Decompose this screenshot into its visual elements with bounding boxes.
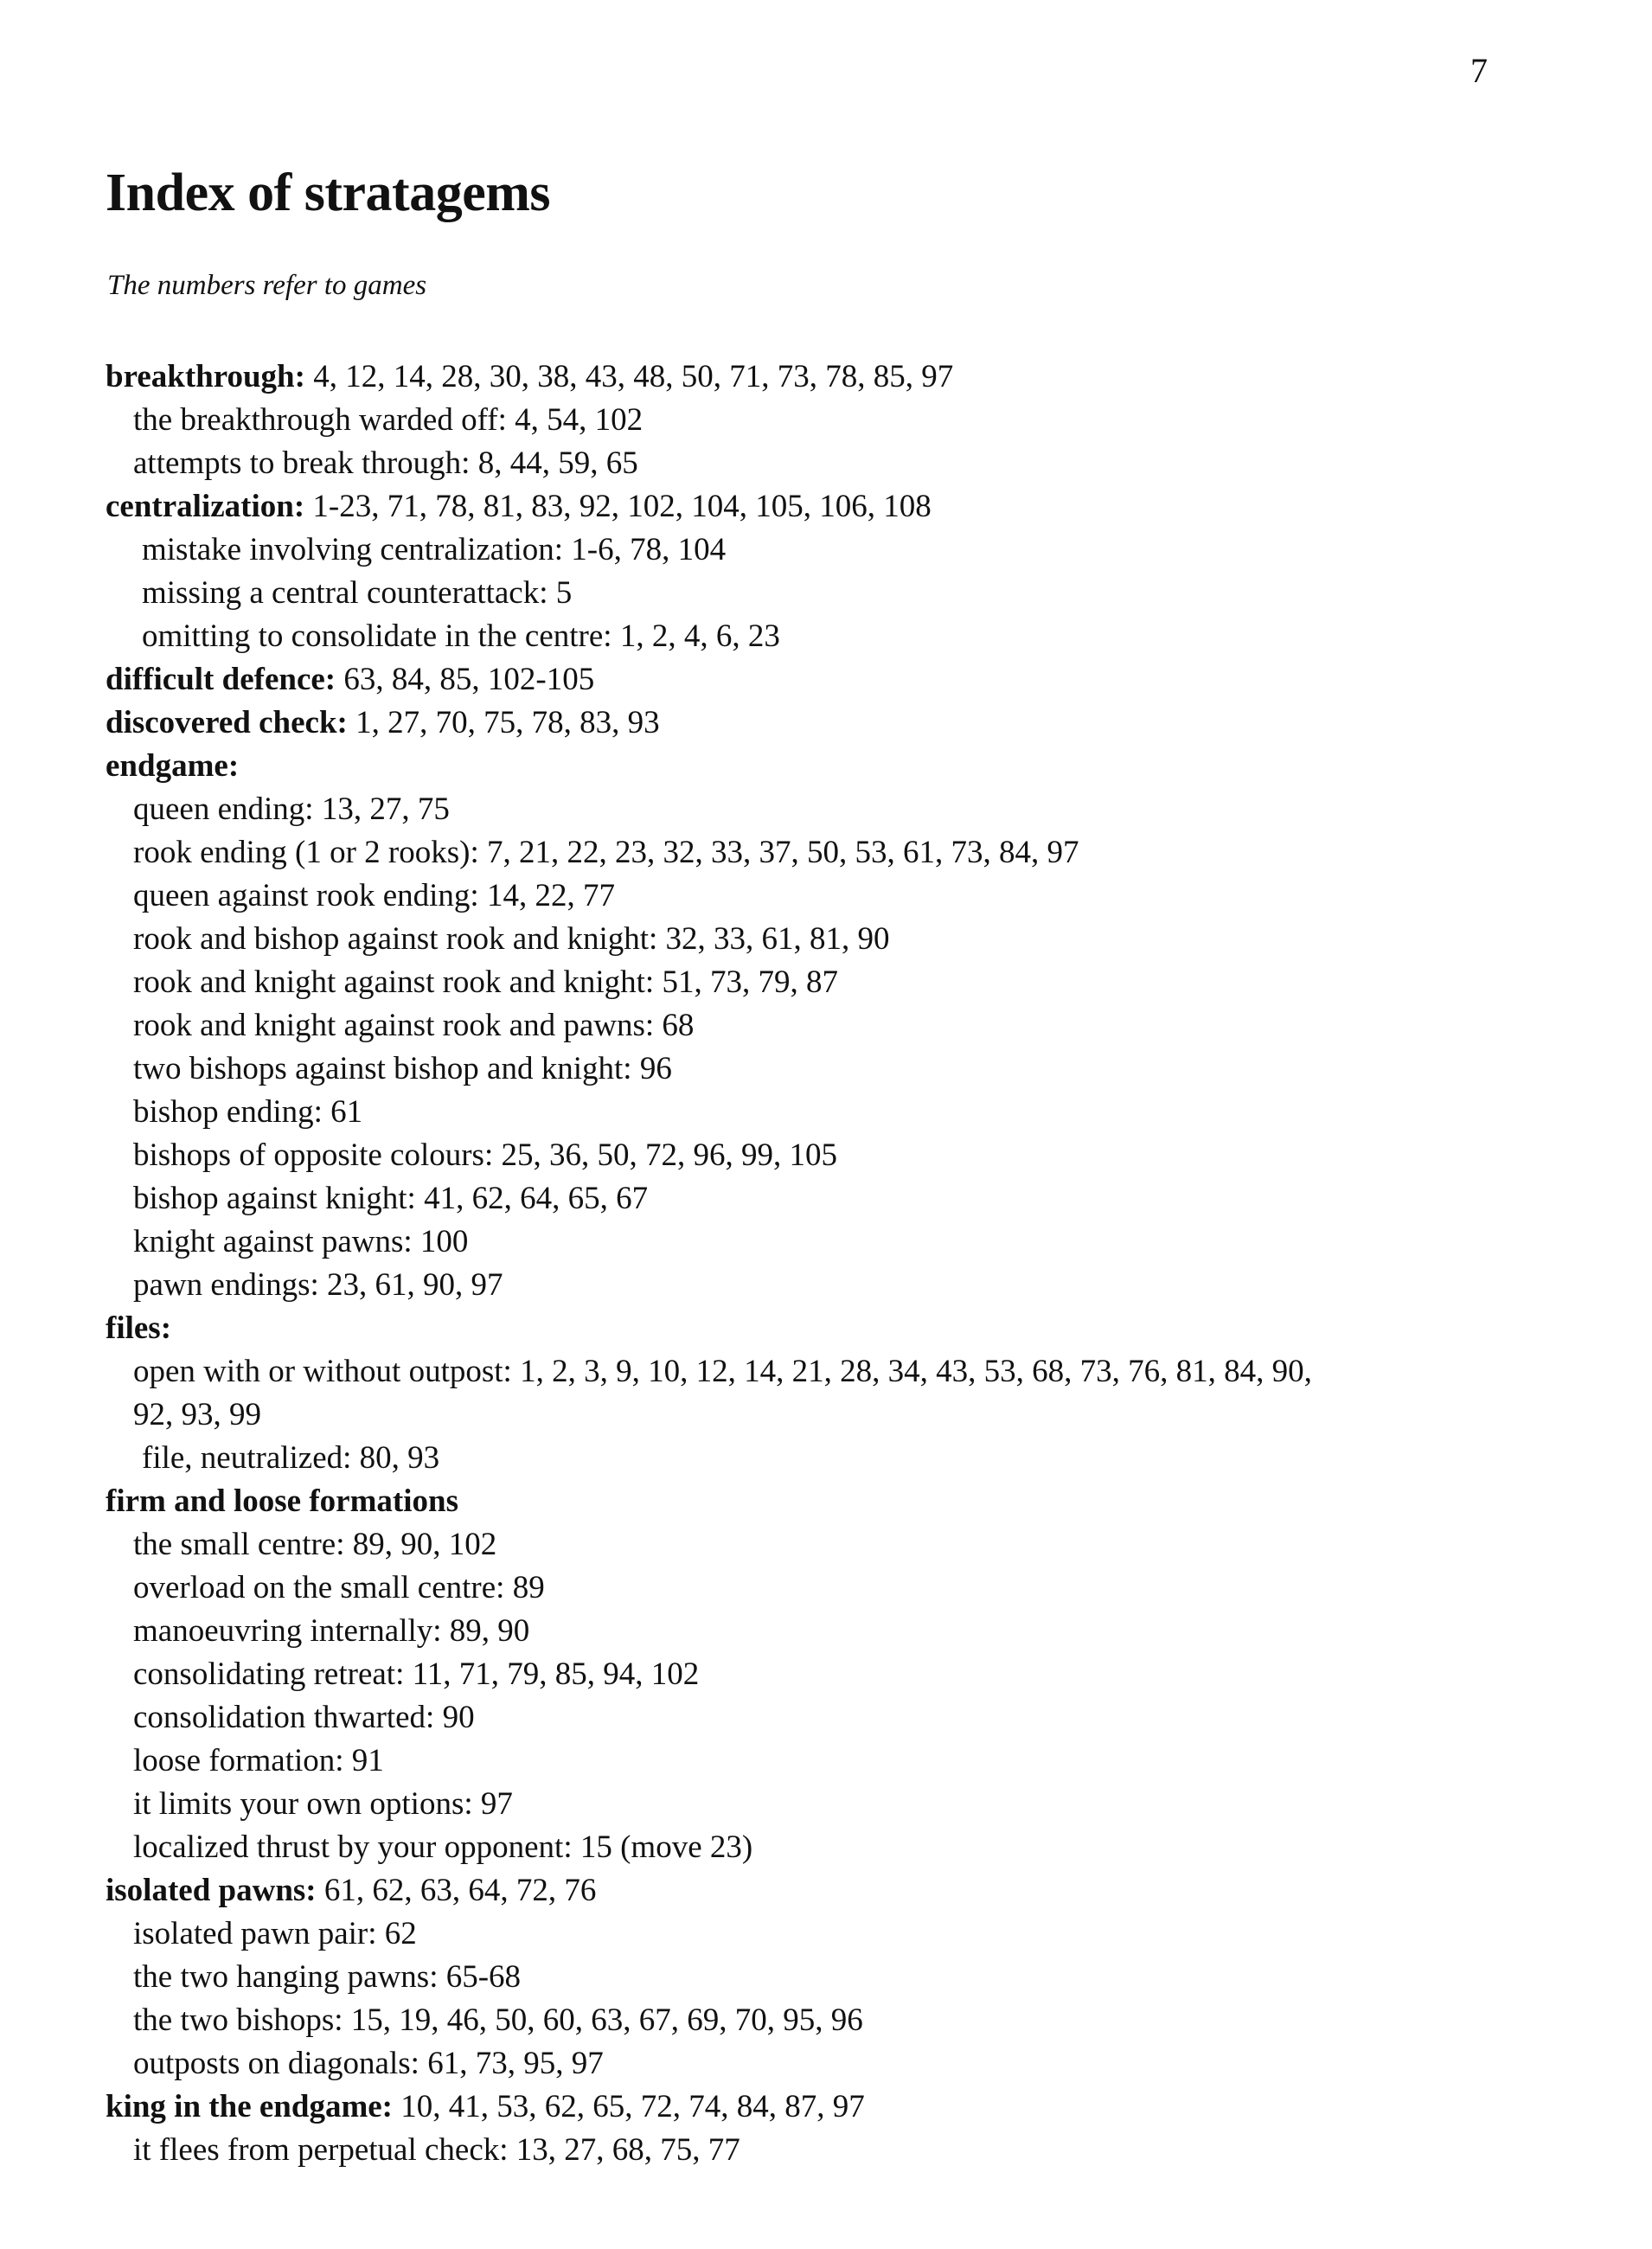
index-subentry: missing a central counterattack: 5 xyxy=(142,575,573,611)
index-subentry: queen ending: 13, 27, 75 xyxy=(133,791,450,827)
index-subentry: loose formation: 91 xyxy=(133,1743,384,1778)
stratagem-index xyxy=(106,356,1472,2172)
index-refs: 1, 27, 70, 75, 78, 83, 93 xyxy=(347,705,660,740)
index-subentry: the two hanging pawns: 65-68 xyxy=(133,1959,522,1995)
index-subentry: isolated pawn pair: 62 xyxy=(133,1916,417,1951)
index-subentry: consolidation thwarted: 90 xyxy=(133,1700,475,1735)
index-subentry: file, neutralized: 80, 93 xyxy=(142,1440,440,1476)
index-subentry: rook and knight against rook and pawns: 68 xyxy=(133,1008,695,1043)
index-refs: 61, 62, 63, 64, 72, 76 xyxy=(316,1873,597,1908)
index-entry-king-in-endgame xyxy=(106,2086,1472,2129)
index-subentry: bishop against knight: 41, 62, 64, 65, 67 xyxy=(133,1181,649,1216)
index-term: discovered check: xyxy=(106,705,348,740)
index-subentry: bishops of opposite colours: 25, 36, 50, 72, 96, 99, 105 xyxy=(133,1137,837,1173)
index-entry-difficult-defence xyxy=(106,658,1472,702)
index-term: endgame: xyxy=(106,748,240,784)
index-subentry: localized thrust by your opponent: 15 (move 23) xyxy=(133,1829,753,1865)
index-subentry: manoeuvring internally: 89, 90 xyxy=(133,1613,530,1649)
index-entry-breakthrough xyxy=(106,356,1472,399)
index-refs: 10, 41, 53, 62, 65, 72, 74, 84, 87, 97 xyxy=(393,2089,865,2124)
index-subentry: overload on the small centre: 89 xyxy=(133,1570,545,1605)
index-subentry: it flees from perpetual check: 13, 27, 68, 75, 77 xyxy=(133,2132,740,2168)
index-subentry: rook and bishop against rook and knight: 32, 33, 61, 81, 90 xyxy=(133,921,890,957)
index-entry-endgame xyxy=(106,745,1472,788)
index-subentry: knight against pawns: 100 xyxy=(133,1224,469,1259)
index-subentry: mistake involving centralization: 1-6, 78, 104 xyxy=(142,532,727,567)
index-subentry: queen against rook ending: 14, 22, 77 xyxy=(133,878,615,913)
index-subentry: rook and knight against rook and knight: 51, 73, 79, 87 xyxy=(133,964,838,1000)
index-term: isolated pawns: xyxy=(106,1873,317,1908)
index-entry-discovered-check xyxy=(106,702,1472,745)
index-entry-isolated-pawns xyxy=(106,1869,1472,1913)
index-refs: 1-23, 71, 78, 81, 83, 92, 102, 104, 105, 106, 108 xyxy=(304,489,932,524)
index-term: files: xyxy=(106,1310,172,1346)
index-subentry: attempts to break through: 8, 44, 59, 65 xyxy=(133,445,638,481)
index-term: difficult defence: xyxy=(106,662,336,697)
index-subentry: the breakthrough warded off: 4, 54, 102 xyxy=(133,402,644,438)
index-subentry: outposts on diagonals: 61, 73, 95, 97 xyxy=(133,2046,604,2081)
page-subtitle: The numbers refer to games xyxy=(107,270,427,301)
index-entry-centralization xyxy=(106,485,1472,529)
index-subentry: the small centre: 89, 90, 102 xyxy=(133,1527,497,1562)
index-subentry: rook ending (1 or 2 rooks): 7, 21, 22, 23, 32, 33, 37, 50, 53, 61, 73, 84, 97 xyxy=(133,835,1079,870)
index-term: centralization: xyxy=(106,489,305,524)
index-term: breakthrough: xyxy=(106,359,305,394)
index-term: firm and loose formations xyxy=(106,1483,458,1519)
index-subentry: two bishops against bishop and knight: 96 xyxy=(133,1051,672,1086)
index-subentry: the two bishops: 15, 19, 46, 50, 60, 63, 67, 69, 70, 95, 96 xyxy=(133,2002,863,2038)
index-refs: 63, 84, 85, 102-105 xyxy=(336,662,595,697)
index-subentry: omitting to consolidate in the centre: 1, 2, 4, 6, 23 xyxy=(142,618,780,654)
index-subentry: open with or without outpost: 1, 2, 3, 9, 10, 12, 14, 21, 28, 34, 43, 53, 68, 73, 76, 81, 84, 90, xyxy=(133,1354,1312,1389)
index-subentry-continuation: 92, 93, 99 xyxy=(133,1397,261,1432)
index-subentry: bishop ending: 61 xyxy=(133,1094,363,1130)
page-title: Index of stratagems xyxy=(106,163,550,222)
index-subentry: pawn endings: 23, 61, 90, 97 xyxy=(133,1267,503,1303)
index-refs: 4, 12, 14, 28, 30, 38, 43, 48, 50, 71, 73, 78, 85, 97 xyxy=(304,359,954,394)
index-entry-files xyxy=(106,1307,1472,1350)
index-term: king in the endgame: xyxy=(106,2089,394,2124)
index-subentry: it limits your own options: 97 xyxy=(133,1786,513,1822)
index-entry-firm-loose-formations xyxy=(106,1480,1472,1523)
page-number: 7 xyxy=(1470,51,1488,90)
index-subentry: consolidating retreat: 11, 71, 79, 85, 94, 102 xyxy=(133,1656,700,1692)
